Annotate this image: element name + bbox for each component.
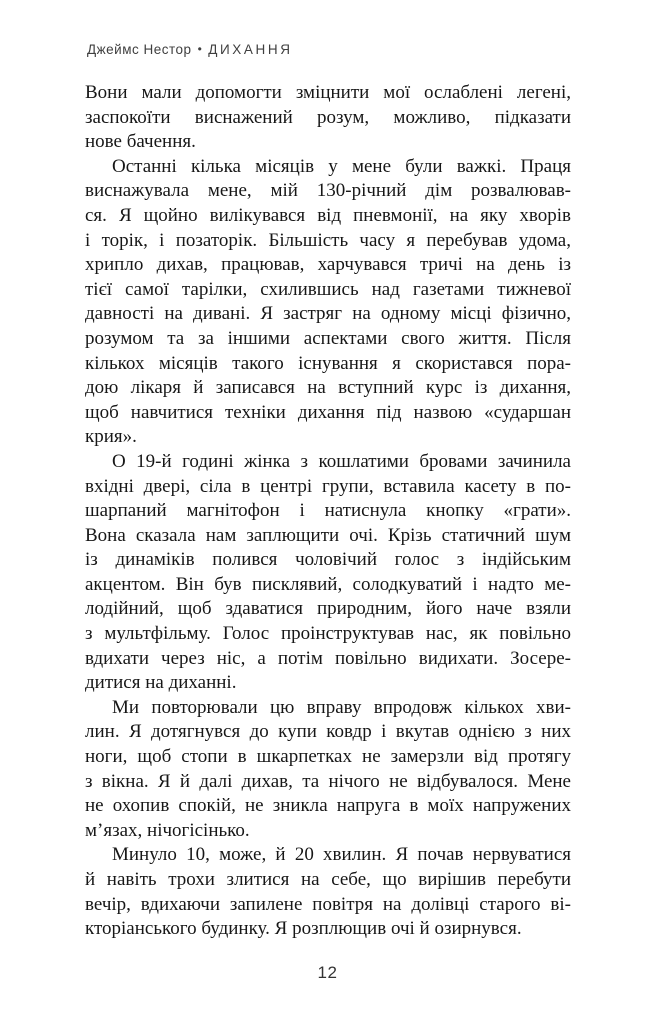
running-header-author: Джеймс Нестор — [87, 42, 192, 57]
text-line: давності на дивані. Я застряг на одному місці фізично, — [85, 303, 571, 325]
text-line: кторіанського будинку. Я розплющив очі й озирнувся. — [85, 918, 522, 940]
paragraph — [85, 696, 571, 844]
text-line: ся. Я щойно вилікувався від пневмонії, на яку хворів — [85, 204, 571, 226]
text-line: вечір, вдихаючи запилене повітря на долівці старого ві- — [85, 893, 571, 915]
text-line: ноги, щоб стопи в шкарпетках не замерзли від протягу — [85, 746, 571, 768]
text-line: і торік, і позаторік. Більшість часу я перебував удома, — [85, 229, 571, 251]
paragraph — [85, 450, 571, 696]
text-line: крия». — [85, 426, 137, 448]
paragraph — [85, 81, 571, 155]
text-line: хрипло дихав, працював, харчувався тричі на день із — [85, 254, 571, 276]
text-line: із динаміків полився чоловічий голос з індійським — [85, 549, 571, 571]
page-number: 12 — [317, 963, 338, 982]
running-header — [87, 42, 293, 57]
text-line: не охопив спокій, не зникла напруга в моїх напружених — [85, 795, 571, 817]
text-line: лин. Я дотягнувся до купи ковдр і вкутав однією з них — [85, 721, 571, 743]
text-line: кількох місяців такого існування я скористався пора- — [85, 352, 571, 374]
paragraph — [85, 155, 571, 450]
text-line: з мультфільму. Голос проінструктував нас, як повільно — [85, 623, 571, 645]
text-line: лодійний, щоб здаватися природним, його наче взяли — [85, 598, 571, 620]
text-line: м’язах, нічогісінько. — [85, 819, 250, 841]
text-line: й навіть трохи злитися на себе, що вирішив перебути — [85, 869, 571, 890]
text-line: розумом та за іншими аспектами свого життя. Після — [85, 327, 571, 349]
text-line: нове бачення. — [85, 131, 196, 153]
text-line: Останні кілька місяців у мене були важкі. Праця — [112, 155, 571, 177]
text-line: Ми повторювали цю вправу впродовж кількох хви- — [112, 696, 571, 718]
text-line: заспокоїти виснажений розум, можливо, підказати — [85, 106, 571, 128]
page-footer — [0, 963, 655, 983]
paragraph — [85, 843, 571, 941]
text-line: вдихати через ніс, а потім повільно видихати. Зосере- — [85, 647, 571, 669]
text-line: дитися на диханні. — [85, 672, 237, 694]
text-line: шарпаний магнітофон і натиснула кнопку «грати». — [85, 500, 571, 522]
body-text — [85, 81, 571, 942]
header-bullet-separator: • — [197, 42, 203, 56]
text-line: виснажувала мене, мій 130-річний дім розвалював- — [85, 180, 571, 202]
text-line: акцентом. Він був писклявий, солодкуватий і надто ме- — [85, 573, 571, 595]
text-line: Минуло 10, може, й 20 хвилин. Я почав нервуватися — [112, 844, 571, 866]
running-header-book-title: ДИХАННЯ — [208, 42, 293, 57]
text-line: О 19-й годині жінка з кошлатими бровами зачинила — [112, 450, 571, 472]
text-line: тієї самої тарілки, схилившись над газетами тижневої — [85, 278, 571, 300]
text-line: вхідні двері, сіла в центрі групи, вставила касету в по- — [85, 475, 571, 497]
text-line: Вона сказала нам заплющити очі. Крізь статичний шум — [85, 524, 571, 546]
text-line: дою лікаря й записався на вступний курс із дихання, — [85, 377, 571, 399]
text-line: з вікна. Я й далі дихав, та нічого не відбувалося. Мене — [85, 770, 571, 792]
text-line: Вони мали допомогти зміцнити мої ослаблені легені, — [85, 82, 571, 103]
text-line: щоб навчитися техніки дихання під назвою «сударшан — [85, 401, 571, 423]
